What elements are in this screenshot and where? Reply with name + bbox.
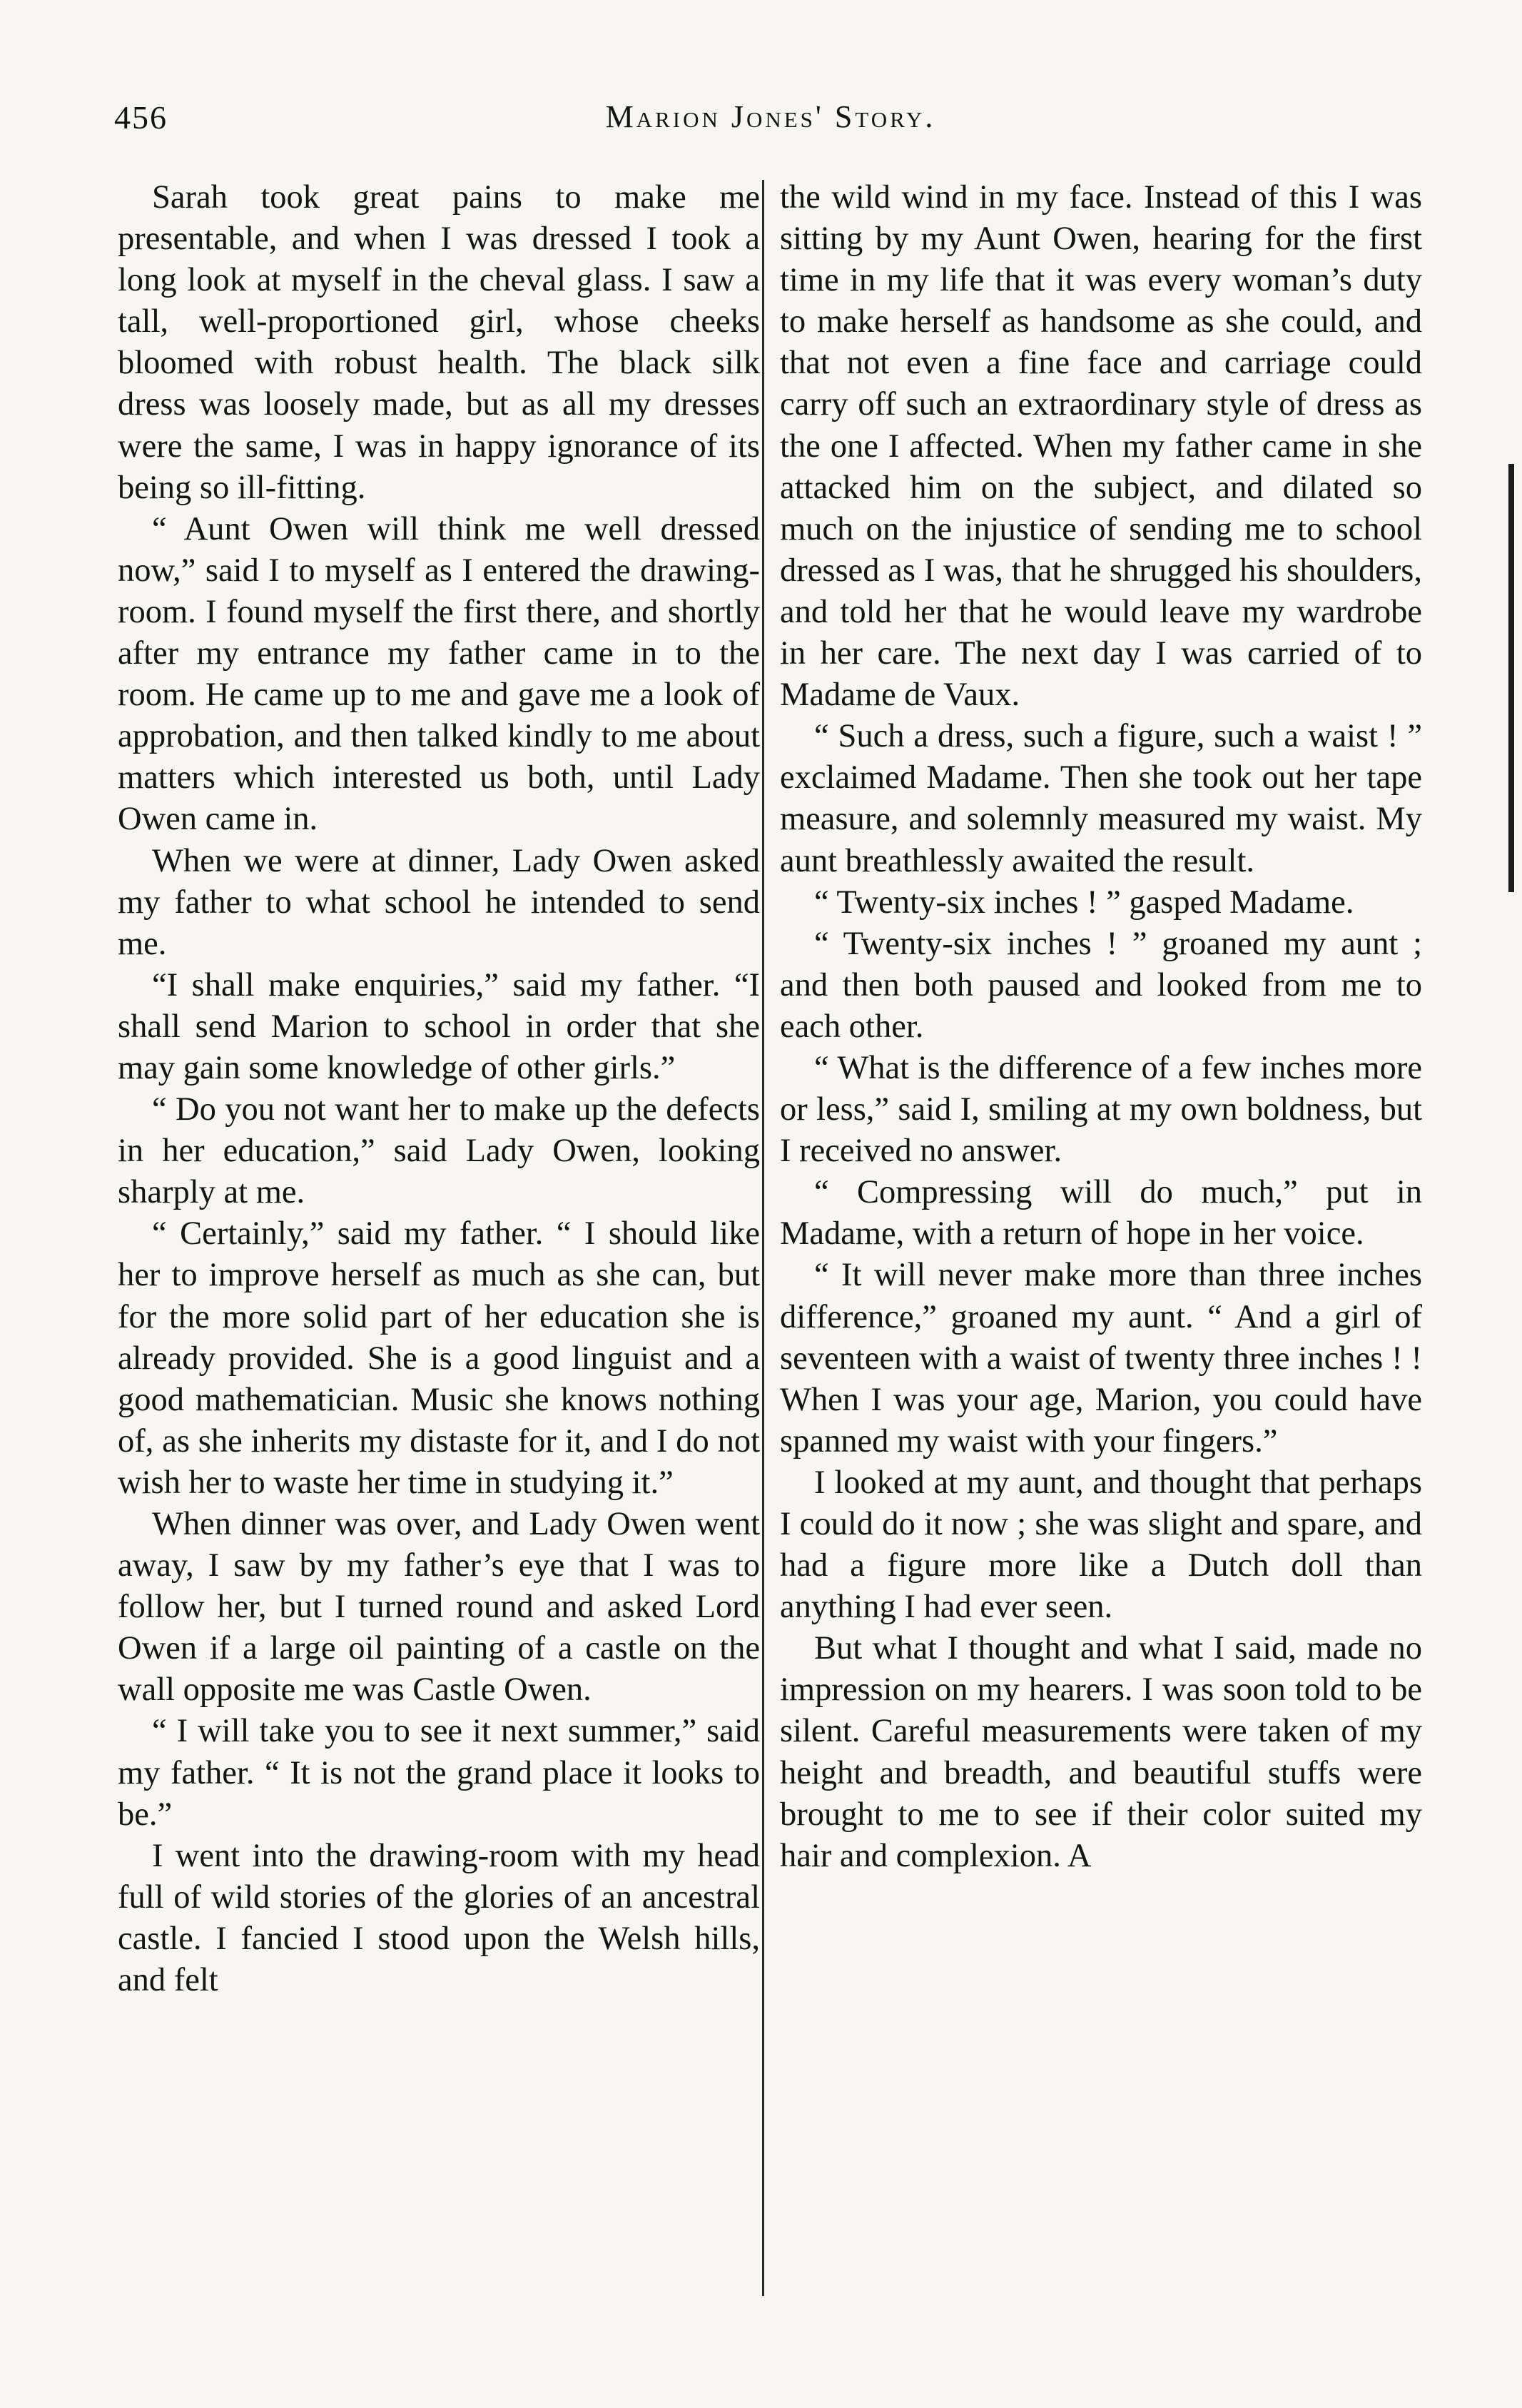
paragraph: “ Certainly,” said my father. “ I should like her to improve herself as much as she can, but for the more solid part of her education she is already provided. She is a good linguist and a good mathematician. Music she knows nothing of, as she inherits my distaste for it, and I do not wish her to waste her time in studying it.”: [118, 1215, 760, 1501]
page-edge-mark: [1508, 464, 1514, 892]
paragraph: I went into the drawing-room with my head full of wild stories of the glories of an ancestral castle. I fancied I stood upon the Welsh hills, and felt: [118, 1837, 760, 1999]
page-header: [114, 91, 1427, 148]
paragraph: “ Aunt Owen will think me well dressed now,” said I to myself as I entered the drawing-room. I found myself the first there, and shortly after my entrance my father came in to the room. He came up to me and gave me a look of approbation, and then talked kindly to me about matters which interested us both, until Lady Owen came in.: [118, 510, 760, 838]
page-number: 456: [114, 99, 168, 136]
paragraph: the wild wind in my face. Instead of this I was sitting by my Aunt Owen, hearing for the first time in my life that it was every woman’s duty to make herself as handsome as she could, and that not even a fine face and carriage could carry off such an extraordinary style of dress as the one I affected. When my father came in she attacked him on the subject, and dilated so much on the injustice of sending me to school dressed as I was, that he shrugged his shoulders, and told her that he would leave my wardrobe in her care. The next day I was carried of to Madame de Vaux.: [780, 179, 1422, 714]
paragraph: “ Twenty-six inches ! ” gasped Madame.: [814, 884, 1354, 921]
column-divider-rule: [762, 180, 764, 2296]
paragraph: I looked at my aunt, and thought that perhaps I could do it now ; she was slight and spare, and had a figure more like a Dutch doll than anything I had ever seen.: [780, 1464, 1422, 1626]
left-text-column: [118, 177, 760, 2001]
paragraph: “ Compressing will do much,” put in Madame, with a return of hope in her voice.: [780, 1174, 1422, 1253]
running-title: Marion Jones' Story.: [605, 99, 936, 134]
paragraph: But what I thought and what I said, made no impression on my hearers. I was soon told to be silent. Careful measurements were taken of my height and breadth, and beautiful stuffs were brought to me to see if their color suited my hair and complexion. A: [780, 1630, 1422, 1874]
paragraph: Sarah took great pains to make me presentable, and when I was dressed I took a long look at myself in the cheval glass. I saw a tall, well-proportioned girl, whose cheeks bloomed with robust health. The black silk dress was loosely made, but as all my dresses were the same, I was in happy ignorance of its being so ill-fitting.: [118, 179, 760, 506]
paragraph: “ Twenty-six inches ! ” groaned my aunt ; and then both paused and looked from me to each other.: [780, 925, 1422, 1045]
paragraph: “ I will take you to see it next summer,” said my father. “ It is not the grand place it looks to be.”: [118, 1713, 760, 1833]
paragraph: When dinner was over, and Lady Owen went away, I saw by my father’s eye that I was to follow her, but I turned round and asked Lord Owen if a large oil painting of a castle on the wall opposite me was Castle Owen.: [118, 1506, 760, 1709]
paragraph: When we were at dinner, Lady Owen asked my father to what school he intended to send me.: [118, 842, 760, 962]
paragraph: “ What is the difference of a few inches more or less,” said I, smiling at my own boldness, but I received no answer.: [780, 1049, 1422, 1170]
paragraph: “ Do you not want her to make up the defects in her education,” said Lady Owen, looking sharply at me.: [118, 1091, 760, 1211]
paragraph: “ Such a dress, such a figure, such a waist ! ” exclaimed Madame. Then she took out her tape measure, and solemnly measured my waist. My aunt breathlessly awaited the result.: [780, 718, 1422, 879]
right-text-column: [780, 177, 1422, 1877]
paragraph: “ It will never make more than three inches difference,” groaned my aunt. “ And a girl of seventeen with a waist of twenty three inches ! ! When I was your age, Marion, you could have spanned my waist with your fingers.”: [780, 1257, 1422, 1460]
paragraph: “I shall make enquiries,” said my father. “I shall send Marion to school in order that she may gain some knowledge of other girls.”: [118, 966, 760, 1086]
